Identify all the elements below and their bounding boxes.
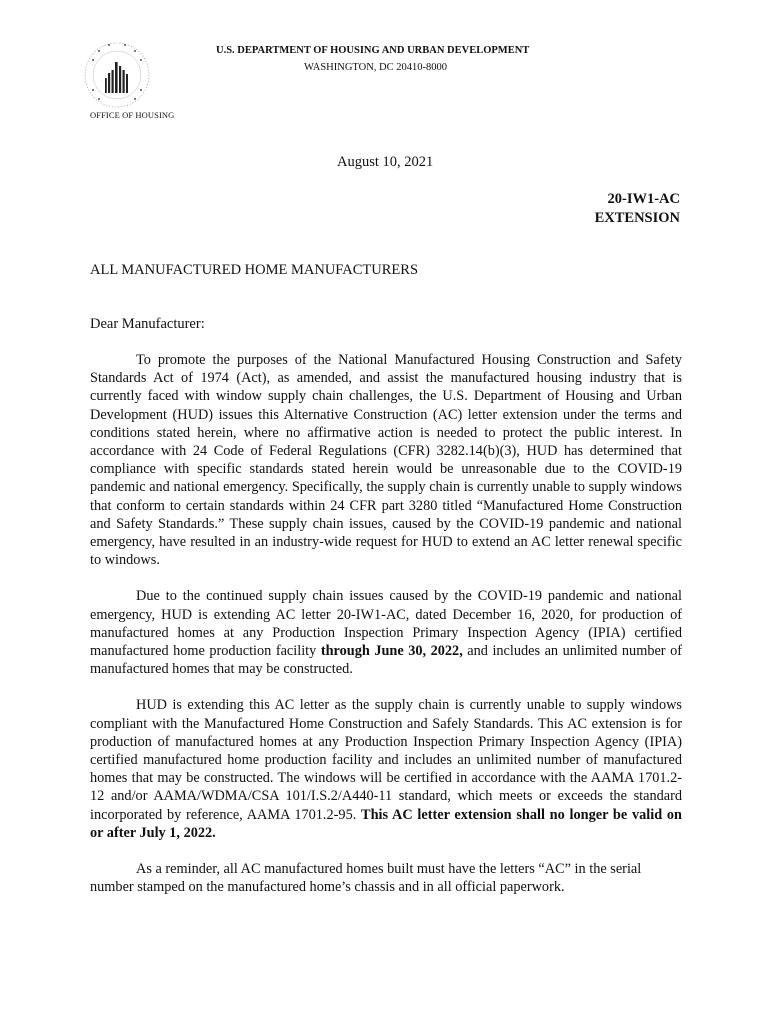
addressee: ALL MANUFACTURED HOME MANUFACTURERS bbox=[90, 262, 419, 278]
letter-body bbox=[90, 351, 682, 914]
paragraph-4: As a reminder, all AC manufactured homes built must have the letters “AC” in the serial number stamped on the manufactured home’s chassis and in all official paperwork. bbox=[90, 861, 642, 896]
salutation: Dear Manufacturer: bbox=[90, 316, 205, 332]
paragraph-3-expiry-notice: This AC letter extension shall no longer be valid on or after July 1, 2022. bbox=[90, 806, 682, 841]
paragraph-2 bbox=[90, 587, 682, 678]
paragraph-2-deadline: through June 30, 2022, bbox=[320, 643, 463, 660]
office-of-housing-label: OFFICE OF HOUSING bbox=[90, 110, 175, 120]
letter-date: August 10, 2021 bbox=[337, 154, 434, 170]
reference-number: 20-IW1-AC bbox=[607, 191, 680, 207]
hud-seal-logo bbox=[79, 40, 155, 110]
paragraph-3 bbox=[90, 696, 682, 842]
reference-type: EXTENSION bbox=[594, 210, 680, 226]
paragraph-3-text: HUD is extending this AC letter as the supply chain is currently unable to supply windows compliant with the Manufactured Home Construction and Safely Standards. This AC extension is for production of manufactured homes at any Production Inspection Primary Inspection Agency (IPIA) certified manufactured home production facility and includes an unlimited number of manufactured homes that may be constructed. The windows will be certified in accordance with the AAMA 1701.2-12 and/or AAMA/WDMA/CSA 101/I.S.2/A440-11 standard, which meets or exceeds the standard incorporated by reference, AAMA 1701.2-95. bbox=[90, 697, 682, 823]
department-name: U.S. DEPARTMENT OF HOUSING AND URBAN DEVELOPMENT bbox=[216, 45, 530, 56]
paragraph-2-text-b: and includes an unlimited number of manufactured homes that may be constructed. bbox=[90, 643, 682, 678]
reference-block bbox=[595, 190, 680, 228]
paragraph-2-text-a: Due to the continued supply chain issues caused by the COVID-19 pandemic and national emergency, HUD is extending AC letter 20-IW1-AC, dated December 16, 2020, for production of manufactured homes at any Production Inspection Primary Inspection Agency (IPIA) certified manufactured home production facility bbox=[90, 588, 682, 660]
paragraph-1: To promote the purposes of the National Manufactured Housing Construction and Safety Standards Act of 1974 (Act), as amended, and assist the manufactured housing industry that is currently faced with window supply chain challenges, the U.S. Department of Housing and Urban Development (HUD) issues this Alternative Construction (AC) letter extension under the terms and conditions stated herein, where no affirmative action is needed to protect the public interest. In accordance with 24 Code of Federal Regulations (CFR) 3282.14(b)(3), HUD has determined that compliance with specific standards stated herein would be unreasonable due to the COVID-19 pandemic and national emergency. Specifically, the supply chain is currently unable to supply windows that conform to certain standards within 24 CFR part 3280 titled “Manufactured Home Construction and Safety Standards.” These supply chain issues, caused by the COVID-19 pandemic and national emergency, have resulted in an industry-wide request for HUD to extend an AC letter renewal specific to windows. bbox=[90, 352, 682, 569]
department-address: WASHINGTON, DC 20410-8000 bbox=[304, 62, 448, 73]
